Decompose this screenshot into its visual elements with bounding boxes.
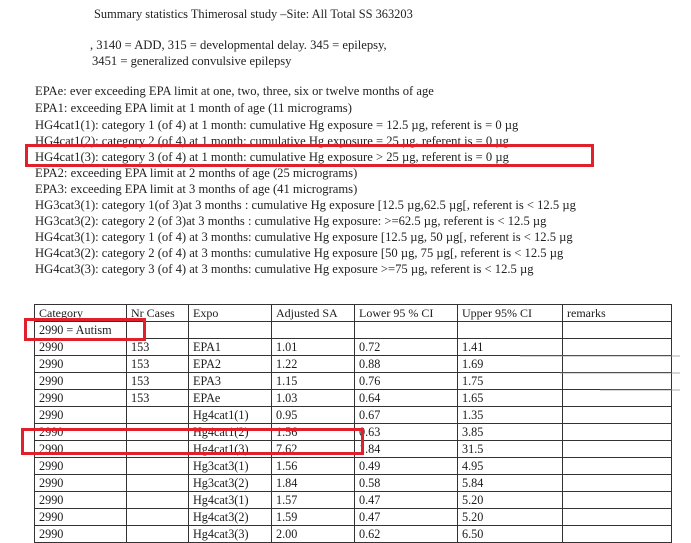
cell-category: 2990 — [35, 458, 127, 475]
definition-hg3cat3-2: HG3cat3(2): category 2 (of 3)at 3 months : cumulative Hg exposure: >=62.5 µg, referent is < 12.5 µg — [35, 214, 547, 228]
cell-lower-ci: 0.58 — [355, 475, 458, 492]
definition-hg4cat3-3: HG4cat3(3): category 3 (of 4) at 3 months: cumulative Hg exposure >=75 µg, referent is < 12.5 µg — [35, 262, 534, 276]
cell-expo: Hg4cat1(3) — [189, 441, 272, 458]
scan-speckle — [600, 389, 680, 391]
cell-upper-ci: 5.20 — [458, 492, 563, 509]
cell-adjusted-sa: 2.00 — [272, 526, 355, 543]
table-row — [35, 339, 672, 356]
diagnosis-codes-line-2: 3451 = generalized convulsive epilepsy — [92, 54, 292, 68]
cell-remarks — [563, 526, 672, 543]
cell-lower-ci: 0.76 — [355, 373, 458, 390]
cell-upper-ci: 5.20 — [458, 509, 563, 526]
group-empty-cell — [563, 322, 672, 339]
cell-adjusted-sa: 1.15 — [272, 373, 355, 390]
table-row — [35, 373, 672, 390]
cell-expo: Hg3cat3(2) — [189, 475, 272, 492]
cell-adjusted-sa: 1.56 — [272, 424, 355, 441]
cell-expo: Hg4cat3(2) — [189, 509, 272, 526]
definition-epa2: EPA2: exceeding EPA limit at 2 months of age (25 micrograms) — [35, 166, 358, 180]
cell-lower-ci: 0.72 — [355, 339, 458, 356]
table-row — [35, 390, 672, 407]
cell-remarks — [563, 407, 672, 424]
definition-hg4cat3-1: HG4cat3(1): category 1 (of 4) at 3 months: cumulative Hg exposure [12.5 µg, 50 µg[, referent is < 12.5 µg — [35, 230, 573, 244]
cell-remarks — [563, 441, 672, 458]
cell-upper-ci: 3.85 — [458, 424, 563, 441]
cell-nr-cases — [127, 475, 189, 492]
diagnosis-codes-line-1: , 3140 = ADD, 315 = developmental delay. 345 = epilepsy, — [90, 38, 387, 52]
group-empty-cell — [272, 322, 355, 339]
cell-expo: Hg4cat1(2) — [189, 424, 272, 441]
definition-hg4cat1-3: HG4cat1(3): category 3 (of 4) at 1 month: cumulative Hg exposure > 25 µg, referent is = 0 µg — [35, 150, 509, 164]
cell-remarks — [563, 390, 672, 407]
table-row — [35, 356, 672, 373]
highlight-hg4cat1-3-row — [21, 428, 364, 455]
cell-upper-ci: 4.95 — [458, 458, 563, 475]
cell-adjusted-sa: 1.22 — [272, 356, 355, 373]
cell-upper-ci: 1.35 — [458, 407, 563, 424]
cell-adjusted-sa: 7.62 — [272, 441, 355, 458]
cell-upper-ci: 1.41 — [458, 339, 563, 356]
cell-category: 2990 — [35, 407, 127, 424]
cell-adjusted-sa: 1.57 — [272, 492, 355, 509]
cell-category: 2990 — [35, 509, 127, 526]
cell-adjusted-sa: 1.56 — [272, 458, 355, 475]
header-remarks: remarks — [563, 305, 672, 322]
group-empty-cell — [189, 322, 272, 339]
group-empty-cell — [355, 322, 458, 339]
cell-nr-cases — [127, 526, 189, 543]
cell-adjusted-sa: 1.84 — [272, 475, 355, 492]
cell-upper-ci: 6.50 — [458, 526, 563, 543]
cell-lower-ci: 0.62 — [355, 526, 458, 543]
cell-lower-ci: 0.63 — [355, 424, 458, 441]
cell-remarks — [563, 424, 672, 441]
cell-expo: Hg4cat3(3) — [189, 526, 272, 543]
cell-adjusted-sa: 1.01 — [272, 339, 355, 356]
definition-epa1: EPA1: exceeding EPA limit at 1 month of age (11 micrograms) — [35, 101, 352, 115]
cell-remarks — [563, 356, 672, 373]
cell-category: 2990 — [35, 373, 127, 390]
cell-lower-ci: 0.49 — [355, 458, 458, 475]
cell-lower-ci: 0.47 — [355, 509, 458, 526]
cell-expo: Hg4cat3(1) — [189, 492, 272, 509]
definition-epae: EPAe: ever exceeding EPA limit at one, two, three, six or twelve months of age — [35, 84, 434, 98]
cell-remarks — [563, 492, 672, 509]
cell-upper-ci: 1.69 — [458, 356, 563, 373]
scan-speckle — [560, 372, 680, 374]
group-empty-cell — [458, 322, 563, 339]
cell-category: 2990 — [35, 475, 127, 492]
group-label: 2990 = Autism — [35, 322, 127, 339]
cell-adjusted-sa: 0.95 — [272, 407, 355, 424]
page-title: Summary statistics Thimerosal study –Site: All Total SS 363203 — [94, 7, 413, 21]
cell-lower-ci: 0.88 — [355, 356, 458, 373]
cell-nr-cases: 153 — [127, 390, 189, 407]
cell-upper-ci: 1.65 — [458, 390, 563, 407]
header-lower-ci: Lower 95 % CI — [355, 305, 458, 322]
cell-expo: EPAe — [189, 390, 272, 407]
cell-nr-cases — [127, 492, 189, 509]
cell-nr-cases: 153 — [127, 339, 189, 356]
cell-adjusted-sa: 1.03 — [272, 390, 355, 407]
table-row — [35, 475, 672, 492]
cell-nr-cases — [127, 458, 189, 475]
header-nr-cases: Nr Cases — [127, 305, 189, 322]
table-row — [35, 458, 672, 475]
cell-expo: EPA1 — [189, 339, 272, 356]
cell-category: 2990 — [35, 390, 127, 407]
cell-remarks — [563, 475, 672, 492]
header-expo: Expo — [189, 305, 272, 322]
cell-category: 2990 — [35, 441, 127, 458]
table-row — [35, 492, 672, 509]
cell-category: 2990 — [35, 526, 127, 543]
cell-nr-cases — [127, 407, 189, 424]
table-row — [35, 407, 672, 424]
cell-remarks — [563, 509, 672, 526]
cell-category: 2990 — [35, 356, 127, 373]
cell-upper-ci: 1.75 — [458, 373, 563, 390]
cell-adjusted-sa: 1.59 — [272, 509, 355, 526]
cell-upper-ci: 5.84 — [458, 475, 563, 492]
cell-lower-ci: 0.67 — [355, 407, 458, 424]
cell-expo: Hg3cat3(1) — [189, 458, 272, 475]
cell-lower-ci: 0.47 — [355, 492, 458, 509]
definition-hg4cat1-1: HG4cat1(1): category 1 (of 4) at 1 month: cumulative Hg exposure = 12.5 µg, referent is = 0 µg — [35, 118, 519, 132]
header-adjusted-sa: Adjusted SA — [272, 305, 355, 322]
cell-expo: EPA3 — [189, 373, 272, 390]
highlight-autism-label — [24, 318, 146, 341]
definition-epa3: EPA3: exceeding EPA limit at 3 months of age (41 micrograms) — [35, 182, 358, 196]
highlight-definition-hg4cat1-3 — [25, 144, 594, 167]
definition-hg4cat1-2: HG4cat1(2): category 2 (of 4) at 1 month: cumulative Hg exposure = 25 µg, referent is = 0 µg — [35, 134, 509, 148]
cell-expo: EPA2 — [189, 356, 272, 373]
cell-remarks — [563, 373, 672, 390]
cell-lower-ci: 1.84 — [355, 441, 458, 458]
cell-remarks — [563, 458, 672, 475]
cell-nr-cases: 153 — [127, 373, 189, 390]
cell-lower-ci: 0.64 — [355, 390, 458, 407]
cell-nr-cases — [127, 509, 189, 526]
table-row — [35, 509, 672, 526]
header-category: Category — [35, 305, 127, 322]
scan-speckle — [520, 355, 680, 357]
header-upper-ci: Upper 95% CI — [458, 305, 563, 322]
cell-expo: Hg4cat1(1) — [189, 407, 272, 424]
cell-category: 2990 — [35, 424, 127, 441]
definition-hg4cat3-2: HG4cat3(2): category 2 (of 4) at 3 months: cumulative Hg exposure [50 µg, 75 µg[, referent is < 12.5 µg — [35, 246, 564, 260]
cell-category: 2990 — [35, 492, 127, 509]
cell-category: 2990 — [35, 339, 127, 356]
cell-nr-cases: 153 — [127, 356, 189, 373]
table-row — [35, 526, 672, 543]
cell-upper-ci: 31.5 — [458, 441, 563, 458]
cell-remarks — [563, 339, 672, 356]
definition-hg3cat3-1: HG3cat3(1): category 1(of 3)at 3 months : cumulative Hg exposure [12.5 µg,62.5 µg[, referent is < 12.5 µg — [35, 198, 576, 212]
